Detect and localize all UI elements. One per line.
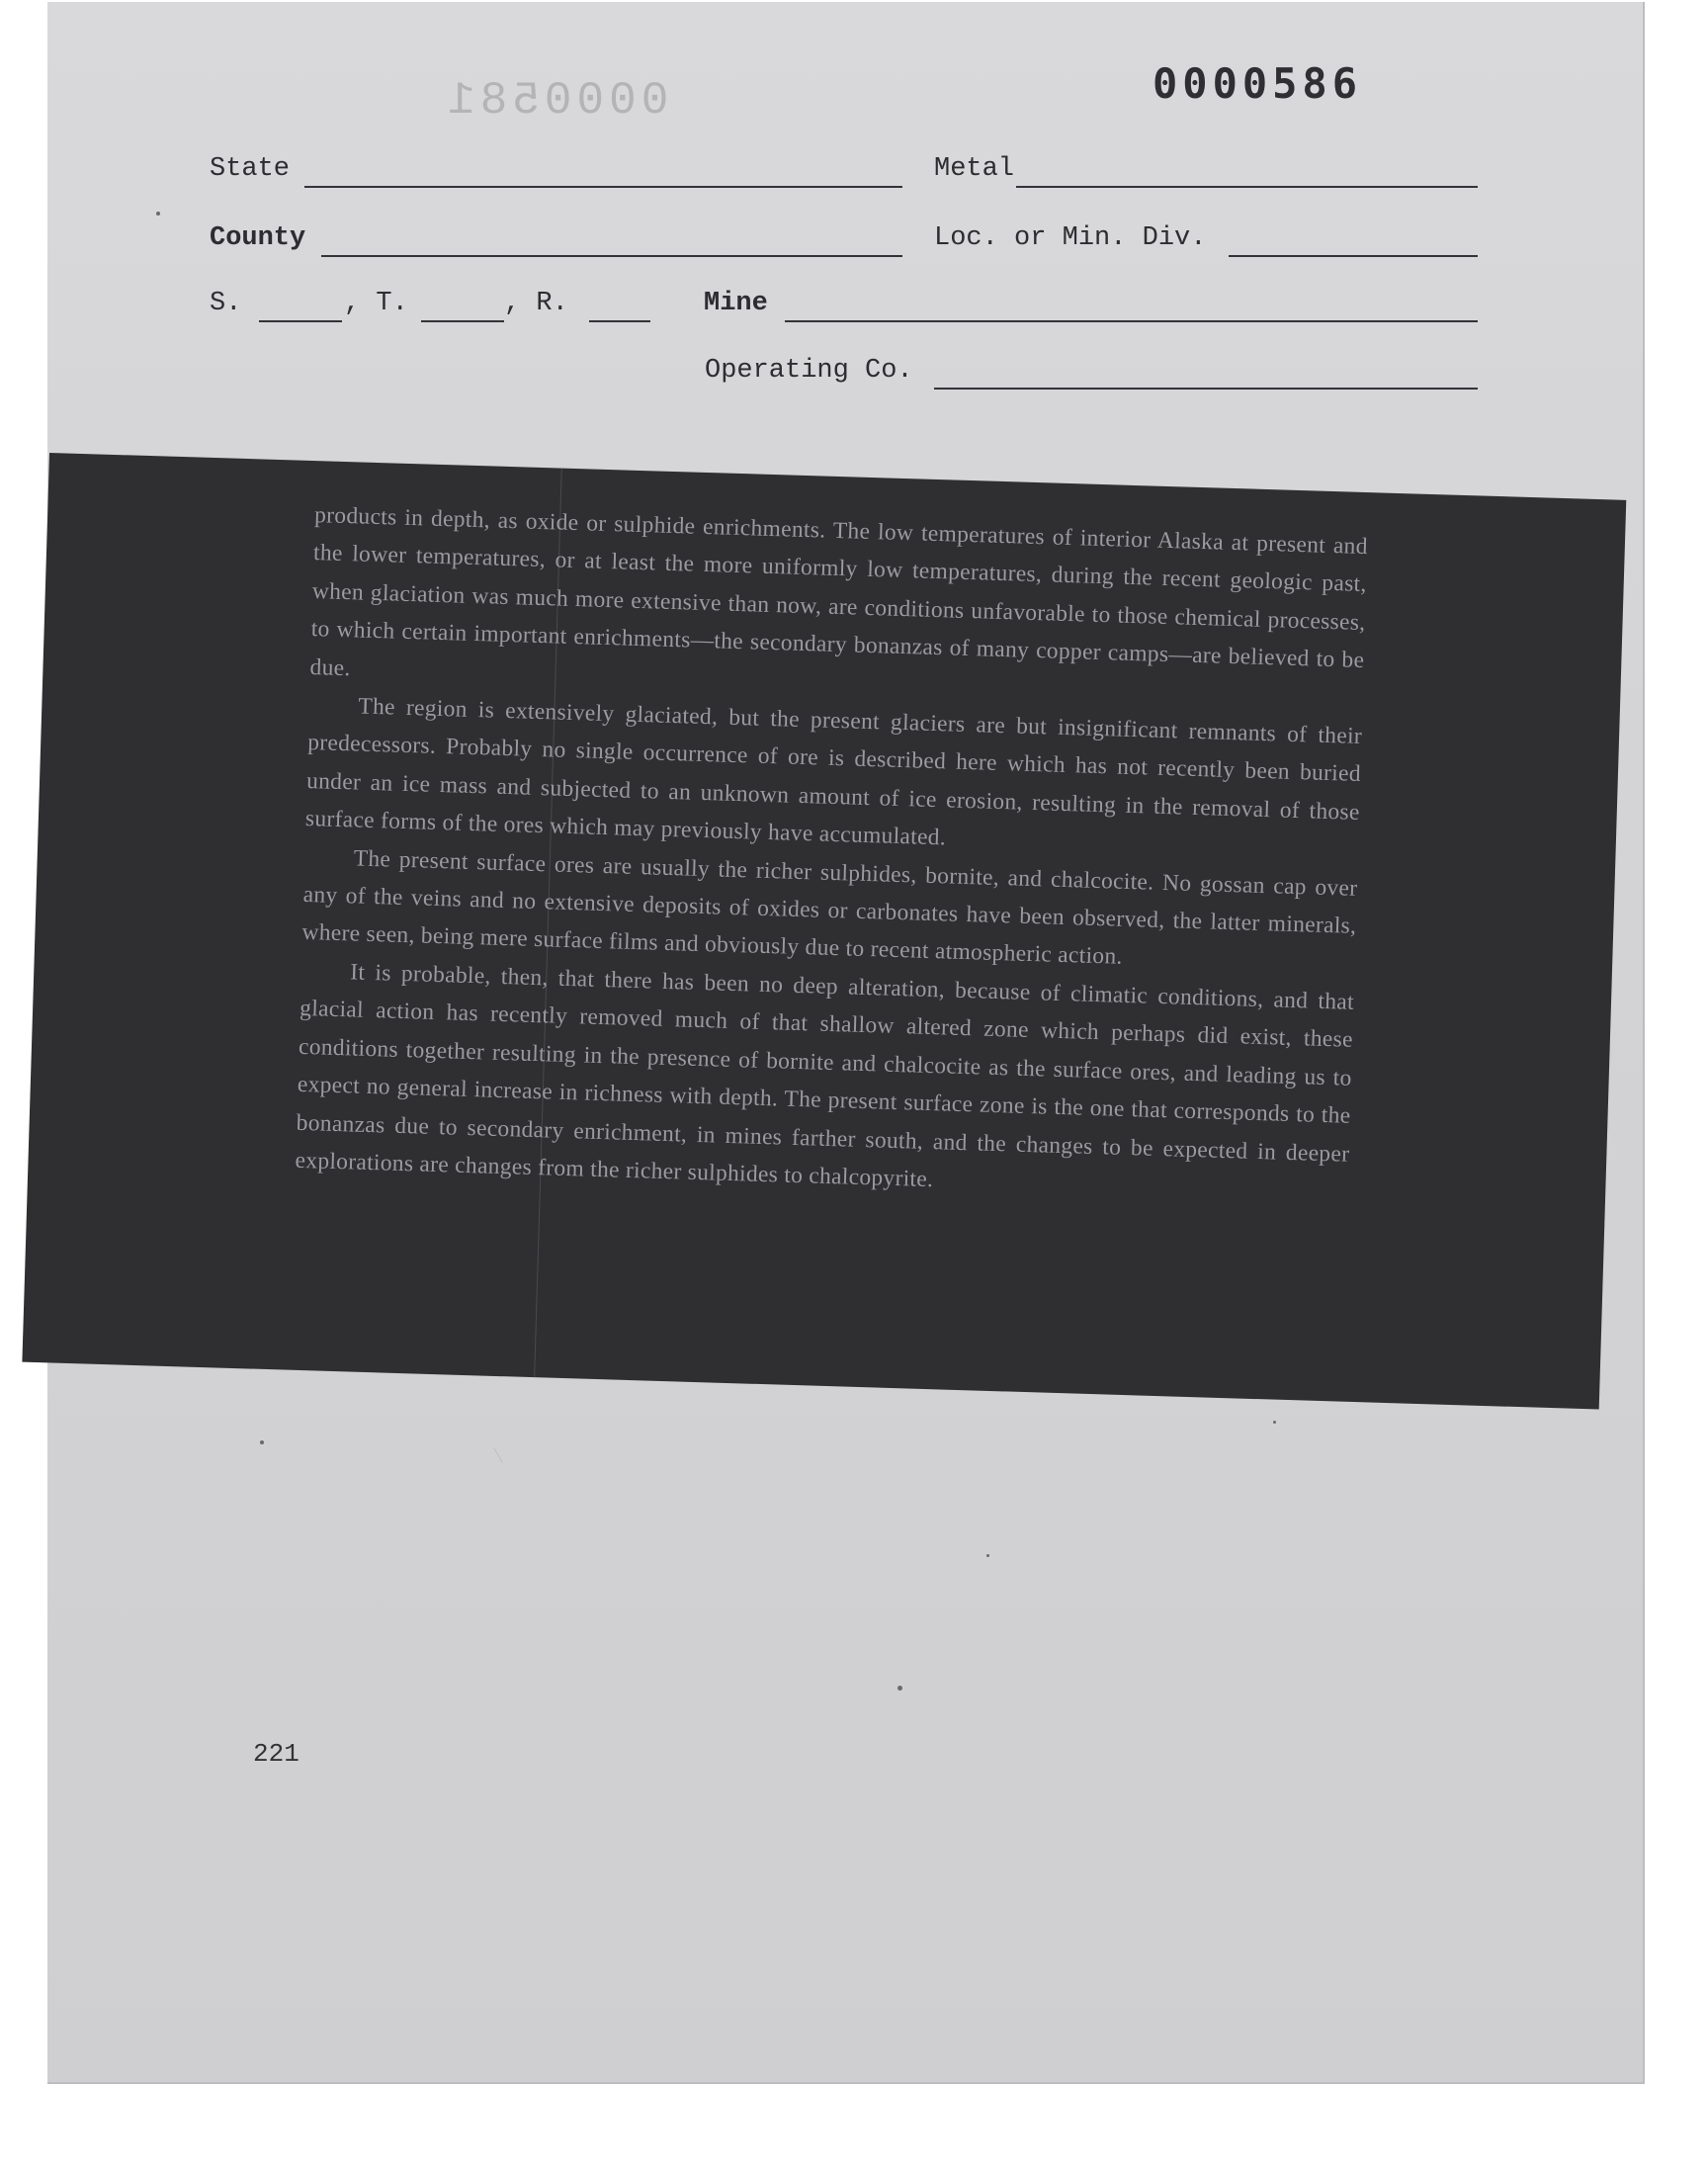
scratch (493, 1447, 503, 1463)
section-label: S. (210, 289, 242, 318)
clipping-paragraph: It is probable, then, that there has been no deep alteration, because of climatic conditions, and that glacial action has recently removed much of that shallow altered zone which perhaps did exist, these conditions together resulting in the presence of bornite and chalcocite as the surface ores, and leading us to expect no general increase in richness with depth. The present surface zone is the one that corresponds to the bonanzas due to secondary enrichment, in mines farther south, and the changes to be expected in deeper explorations are changes from the richer sulphides to chalcopyrite. (295, 959, 1355, 1193)
county-field[interactable] (321, 255, 902, 257)
section-field[interactable] (259, 320, 342, 322)
speck (986, 1554, 989, 1557)
operating-co-field[interactable] (934, 388, 1478, 390)
metal-label: Metal (934, 154, 1015, 184)
range-label: , R. (504, 289, 568, 318)
bleed-through-card-number: 0000581 (443, 75, 669, 127)
range-field[interactable] (589, 320, 650, 322)
clipping-paragraph: products in depth, as oxide or sulphide enrichments. The low temperatures of interior Alaska at present and the lower temperatures, or at least the more uniformly low temperatures, during the recent geologic past, when glaciation was much more extensive than now, are conditions unfavorable to those chemical processes, to which certain important enrichments—the secondary bonanzas of many copper camps—are believed to be due. (309, 502, 1369, 681)
township-label: , T. (344, 289, 408, 318)
mine-field[interactable] (785, 320, 1478, 322)
state-label: State (210, 154, 291, 184)
page-number: 221 (253, 1739, 299, 1769)
pasted-clipping (22, 453, 1626, 1409)
operating-co-label: Operating Co. (705, 356, 913, 386)
speck (156, 212, 160, 216)
clipping-paragraph: The region is extensively glaciated, but the present glaciers are but insignificant remnants of their predecessors. Probably no single occurrence of ore is described here which has not recently been buried under an ice mass and subjected to an unknown amount of ice erosion, resulting in the removal of those surface forms of the ores which may previously have accumulated. (304, 693, 1363, 851)
metal-field[interactable] (1016, 186, 1478, 188)
township-field[interactable] (421, 320, 504, 322)
card-number: 0000586 (1153, 59, 1363, 108)
loc-min-div-field[interactable] (1229, 255, 1478, 257)
speck (260, 1440, 264, 1444)
clipping-paragraph: The present surface ores are usually the richer sulphides, bornite, and chalcocite. No gossan cap over any of the veins and no extensive deposits of oxides or carbonates have been observed, the latter minerals, where seen, being mere surface films and obviously due to recent atmospheric action. (301, 845, 1358, 971)
speck (897, 1686, 902, 1691)
clipping-text (295, 496, 1368, 1211)
state-field[interactable] (304, 186, 902, 188)
county-label: County (210, 223, 306, 253)
loc-min-div-label: Loc. or Min. Div. (934, 223, 1207, 253)
speck (1273, 1421, 1276, 1424)
mine-label: Mine (704, 289, 768, 318)
